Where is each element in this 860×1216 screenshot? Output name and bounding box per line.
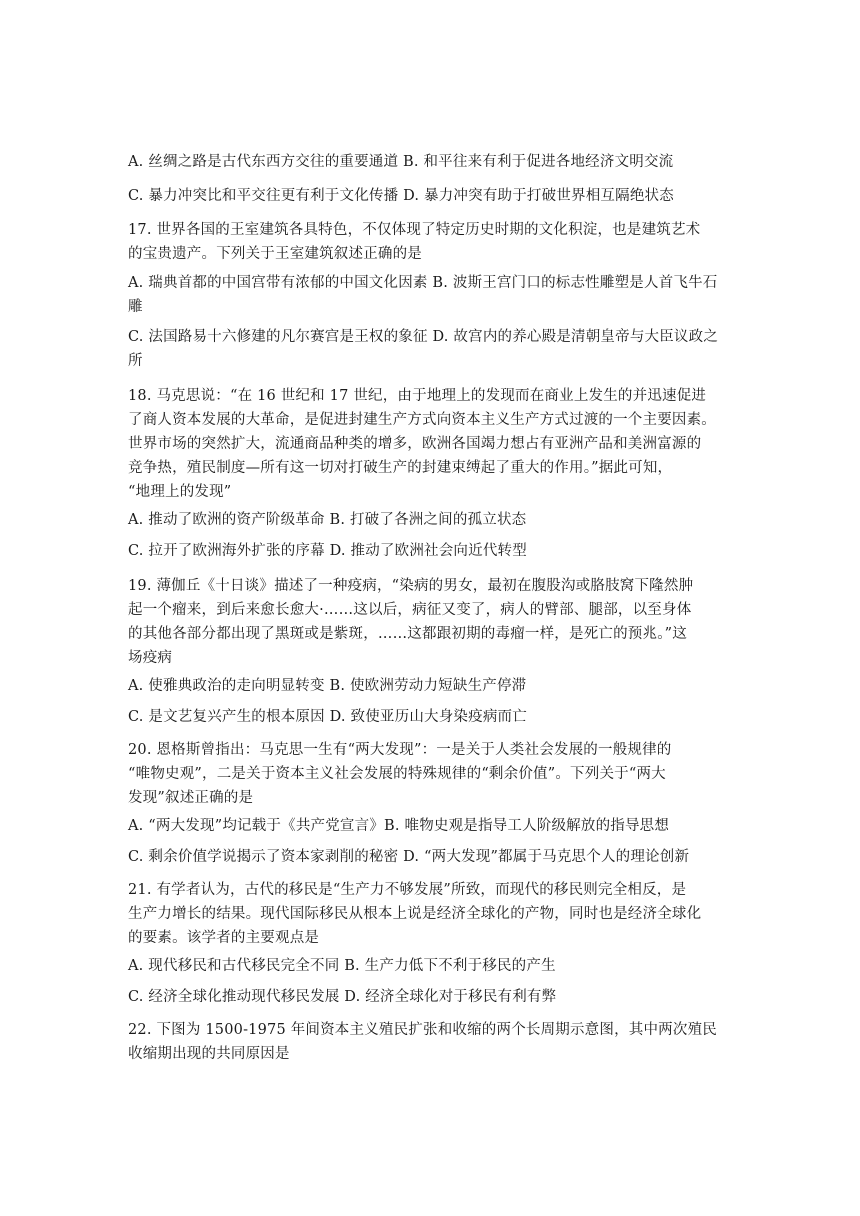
q22-stem-line-1: 22. 下图为 1500-1975 年间资本主义殖民扩张和收缩的两个长周期示意图，其中两次殖民 [128, 1022, 717, 1038]
q19-stem-line-4: 场疫病 [128, 650, 173, 666]
q16-options-ab: A. 丝绸之路是古代东西方交往的重要通道 B. 和平往来有利于促进各地经济文明交流 [128, 154, 674, 170]
q18-stem-line-2: 了商人资本发展的大革命，是促进封建生产方式向资本主义生产方式过渡的一个主要因素。 [128, 412, 716, 428]
q21-stem-line-1: 21. 有学者认为，古代的移民是“生产力不够发展”所致，而现代的移民则完全相反，是 [128, 882, 687, 898]
q17-stem-line-1: 17. 世界各国的王室建筑各具特色，不仅体现了特定历史时期的文化积淀，也是建筑艺术 [128, 222, 701, 238]
q21-stem-line-3: 的要素。该学者的主要观点是 [128, 930, 320, 946]
q19-stem-line-1: 19. 薄伽丘《十日谈》描述了一种疫病，“染病的男女，最初在腹股沟或胳肢窝下隆然肿 [128, 578, 694, 594]
q19-stem-line-3: 的其他各部分都出现了黑斑或是紫斑，……这都跟初期的毒瘤一样，是死亡的预兆。”这 [128, 626, 687, 642]
q18-options-ab: A. 推动了欧洲的资产阶级革命 B. 打破了各洲之间的孤立状态 [128, 512, 527, 528]
q19-stem-line-2: 起一个瘤来，到后来愈长愈大·……这以后，病征又变了，病人的臂部、腿部，以至身体 [128, 602, 692, 618]
q19-options-ab: A. 使雅典政治的走向明显转变 B. 使欧洲劳动力短缺生产停滞 [128, 678, 527, 694]
q20-options-cd: C. 剩余价值学说揭示了资本家剥削的秘密 D. “两大发现”都属于马克思个人的理论创新 [128, 849, 690, 865]
q22-stem-line-2: 收缩期出现的共同原因是 [128, 1046, 290, 1062]
q18-stem-line-5: “地理上的发现” [128, 484, 232, 500]
q21-stem-line-2: 生产力增长的结果。现代国际移民从根本上说是经济全球化的产物，同时也是经济全球化 [128, 906, 702, 922]
q17-options-ab-line-1: A. 瑞典首都的中国宫带有浓郁的中国文化因素 B. 波斯王宫门口的标志性雕塑是人首飞牛石 [128, 275, 718, 291]
q18-stem-line-4: 竞争热，殖民制度—所有这一切对打破生产的封建束缚起了重大的作用。”据此可知， [128, 460, 673, 476]
q19-options-cd: C. 是文艺复兴产生的根本原因 D. 致使亚历山大身染疫病而亡 [128, 709, 527, 725]
q17-options-cd-line-2: 所 [128, 353, 143, 369]
q21-options-cd: C. 经济全球化推动现代移民发展 D. 经济全球化对于移民有利有弊 [128, 989, 557, 1005]
q16-options-cd: C. 暴力冲突比和平交往更有利于文化传播 D. 暴力冲突有助于打破世界相互隔绝状态 [128, 188, 674, 204]
q21-options-ab: A. 现代移民和古代移民完全不同 B. 生产力低下不利于移民的产生 [128, 958, 556, 974]
q18-options-cd: C. 拉开了欧洲海外扩张的序幕 D. 推动了欧洲社会向近代转型 [128, 543, 527, 559]
q18-stem-line-3: 世界市场的突然扩大，流通商品种类的增多，欧洲各国竭力想占有亚洲产品和美洲富源的 [128, 436, 702, 452]
q18-stem-line-1: 18. 马克思说：“在 16 世纪和 17 世纪，由于地理上的发现而在商业上发生的并迅速促进 [128, 388, 707, 404]
q17-options-ab-line-2: 雕 [128, 299, 143, 315]
q20-stem-line-1: 20. 恩格斯曾指出：马克思一生有“两大发现”：一是关于人类社会发展的一般规律的 [128, 742, 672, 758]
q17-stem-line-2: 的宝贵遗产。下列关于王室建筑叙述正确的是 [128, 246, 422, 262]
q20-stem-line-3: 发现”叙述正确的是 [128, 790, 254, 806]
q20-options-ab: A. “两大发现”均记载于《共产党宣言》B. 唯物史观是指导工人阶级解放的指导思想 [128, 818, 670, 834]
q20-stem-line-2: “唯物史观”，二是关于资本主义社会发展的特殊规律的“剩余价值”。下列关于“两大 [128, 766, 666, 782]
q17-options-cd-line-1: C. 法国路易十六修建的凡尔赛宫是王权的象征 D. 故宫内的养心殿是清朝皇帝与大臣议政之 [128, 329, 719, 345]
